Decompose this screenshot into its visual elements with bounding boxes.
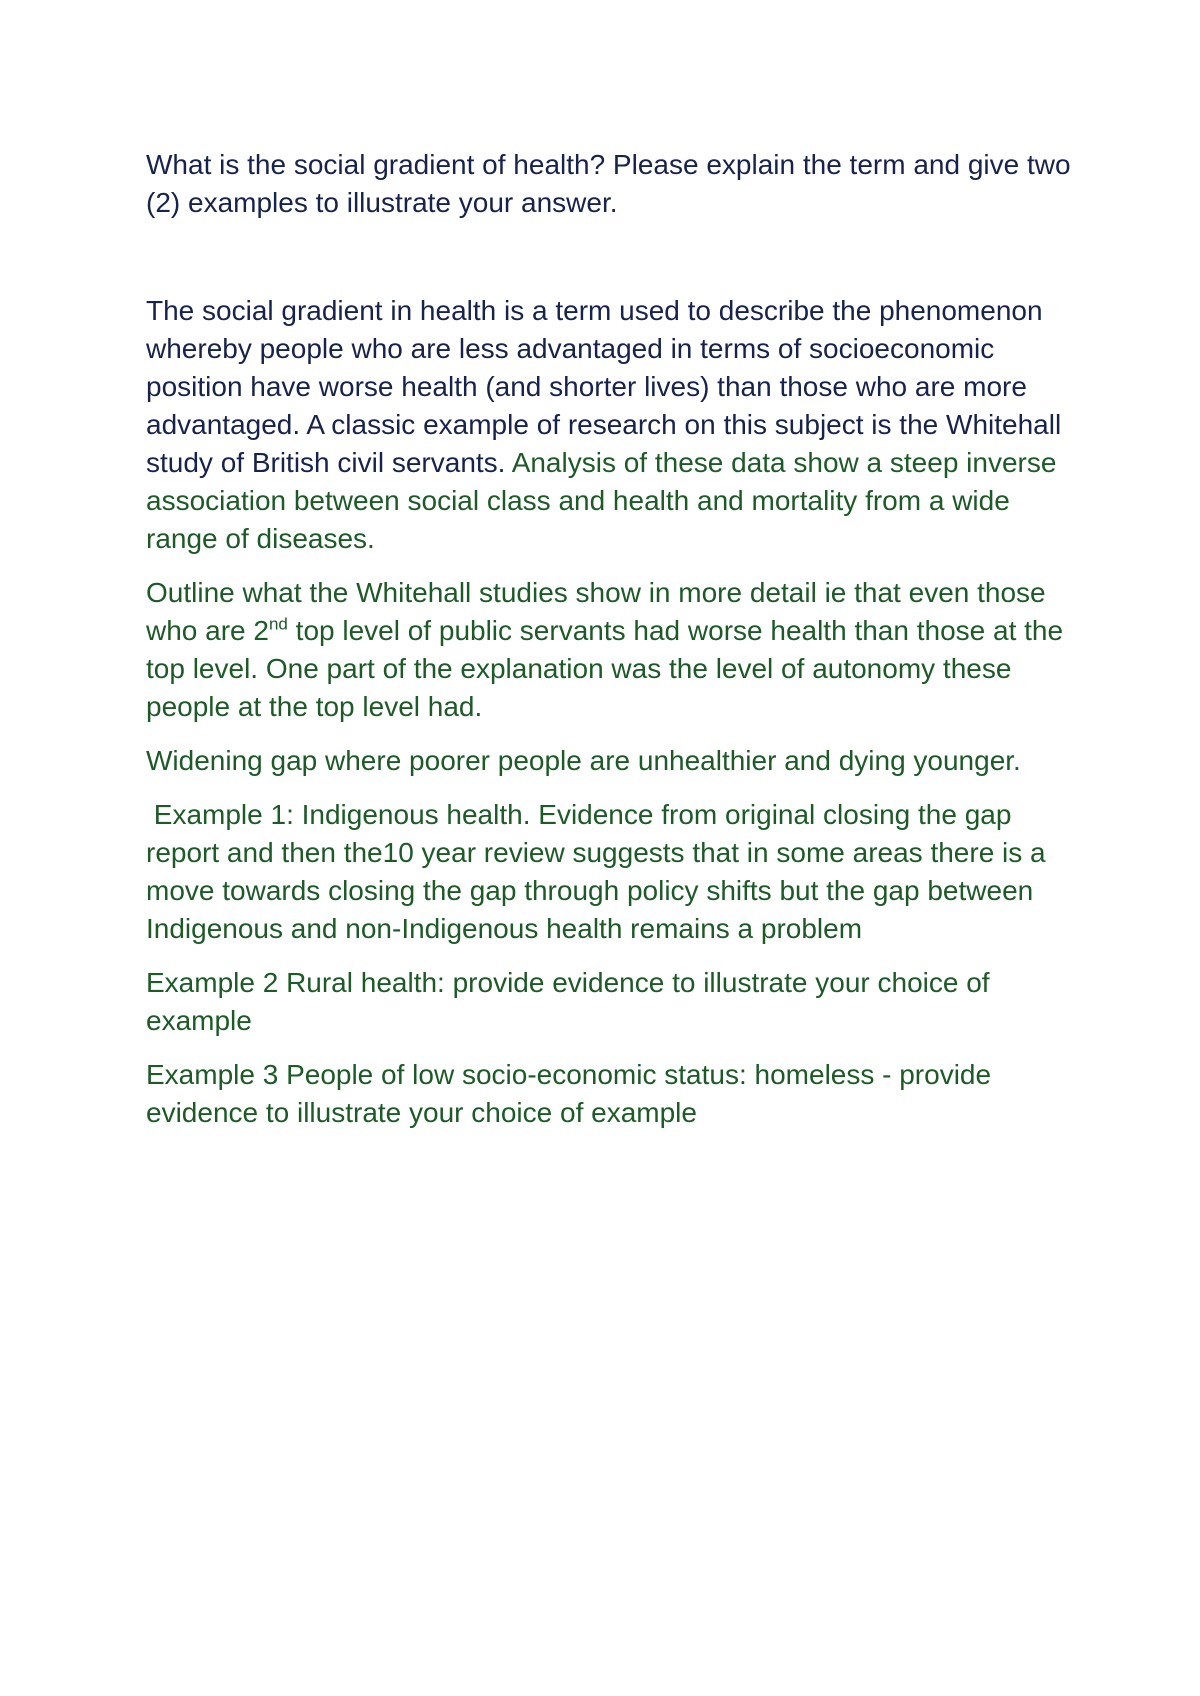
example-1-paragraph [146,796,1086,948]
whitehall-paragraph [146,574,1086,726]
ordinal-superscript: nd [268,614,288,634]
example-2-paragraph: Example 2 Rural health: provide evidence to illustrate your choice of example [146,967,990,1036]
answer-intro-paragraph [146,292,1086,558]
example-1-text: Example 1: Indigenous health. Evidence from original closing the gap report and then the10 year review suggests that in some areas there is a move towards closing the gap through policy shifts but the gap between Indigenous and non-Indigenous health remains a problem [146,799,1046,944]
whitehall-text-before: Outline what the Whitehall studies show in more detail ie that even those who are 2 [146,577,1046,646]
whitehall-text-after: top level of public servants had worse health than those at the top level. One part of the explanation was the level of autonomy these people at the top level had. [146,615,1064,722]
widening-gap-paragraph: Widening gap where poorer people are unhealthier and dying younger. [146,745,1021,776]
answer-intro-green-text: Analysis of these data show a steep inverse association between social class and health and mortality from a wide range of diseases. [146,447,1057,554]
example-3-paragraph: Example 3 People of low socio-economic status: homeless - provide evidence to illustrate your choice of example [146,1059,992,1128]
question-text: What is the social gradient of health? Please explain the term and give two (2) examples to illustrate your answer. [146,149,1071,218]
document-body [146,146,1086,1132]
answer-intro-navy-text: The social gradient in health is a term used to describe the phenomenon whereby people who are less advantaged in terms of socioeconomic position have worse health (and shorter lives) than those who are more advantaged. A classic example of research on this subject is the Whitehall study of British civil servants. [146,295,1062,478]
